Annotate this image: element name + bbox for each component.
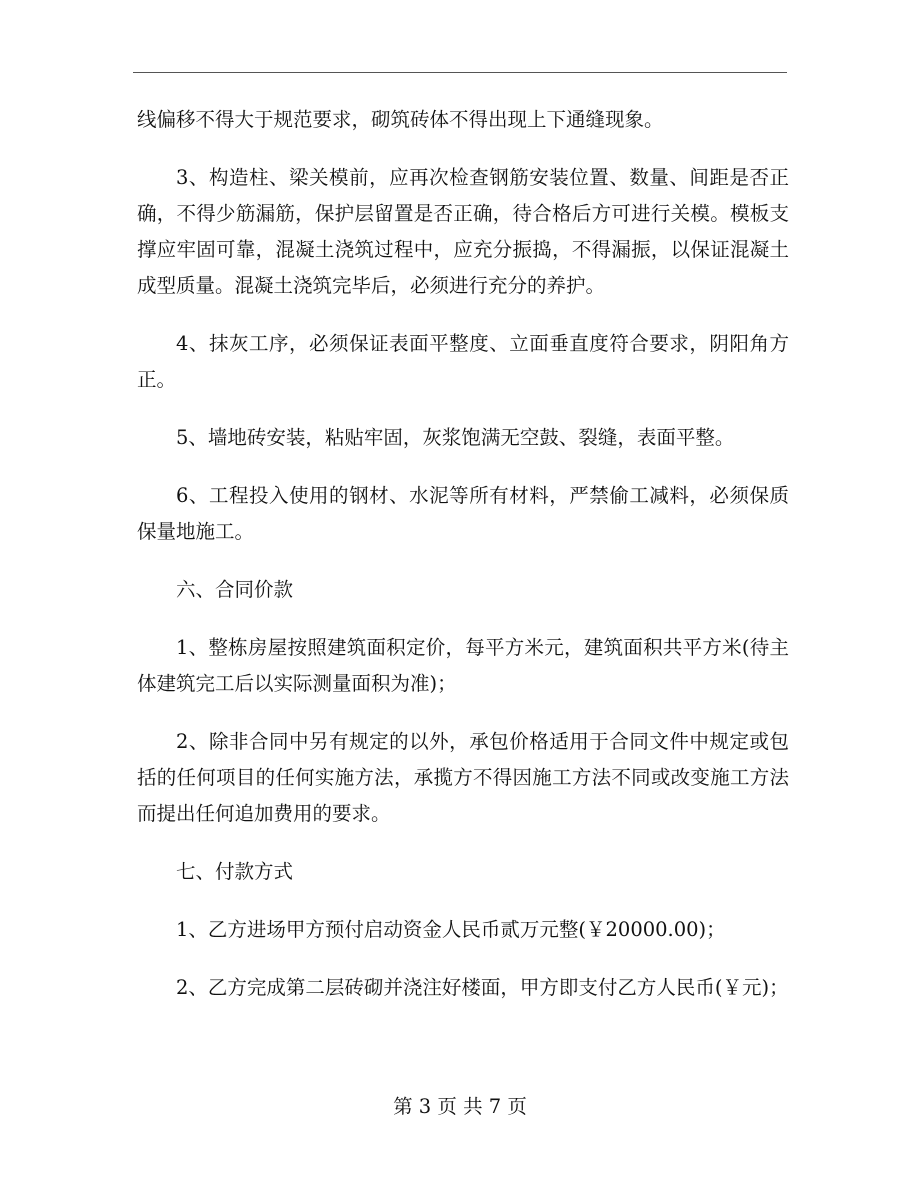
page-number-footer: 第 3 页 共 7 页 — [393, 1095, 527, 1118]
paragraph-price-1: 1、整栋房屋按照建筑面积定价，每平方米元，建筑面积共平方米(待主体建筑完工后以实际测量面积为准)； — [137, 636, 789, 695]
paragraph-item-6: 6、工程投入使用的钢材、水泥等所有材料，严禁偷工减料，必须保质保量地施工。 — [137, 484, 789, 543]
paragraph-continuation: 线偏移不得大于规范要求，砌筑砖体不得出现上下通缝现象。 — [137, 108, 664, 131]
section-heading-payment-method: 七、付款方式 — [176, 860, 294, 883]
document-body — [137, 102, 789, 1028]
paragraph-item-3: 3、构造柱、梁关模前，应再次检查钢筋安装位置、数量、间距是否正确，不得少筋漏筋，保护层留置是否正确，待合格后方可进行关模。模板支撑应牢固可靠，混凝土浇筑过程中，应充分振捣，不得漏振，以保证混凝土成型质量。混凝土浇筑完毕后，必须进行充分的养护。 — [137, 166, 789, 297]
paragraph-price-2: 2、除非合同中另有规定的以外，承包价格适用于合同文件中规定或包括的任何项目的任何实施方法，承揽方不得因施工方法不同或改变施工方法而提出任何追加费用的要求。 — [137, 730, 789, 825]
paragraph-payment-2: 2、乙方完成第二层砖砌并浇注好楼面，甲方即支付乙方人民币(￥元)； — [176, 976, 789, 999]
section-heading-contract-price: 六、合同价款 — [176, 578, 294, 601]
paragraph-item-4: 4、抹灰工序，必须保证表面平整度、立面垂直度符合要求，阴阳角方正。 — [137, 332, 789, 391]
paragraph-item-5: 5、墙地砖安装，粘贴牢固，灰浆饱满无空鼓、裂缝，表面平整。 — [176, 426, 735, 449]
header-rule — [133, 72, 787, 73]
paragraph-payment-1: 1、乙方进场甲方预付启动资金人民币贰万元整(￥20000.00)； — [176, 918, 726, 941]
